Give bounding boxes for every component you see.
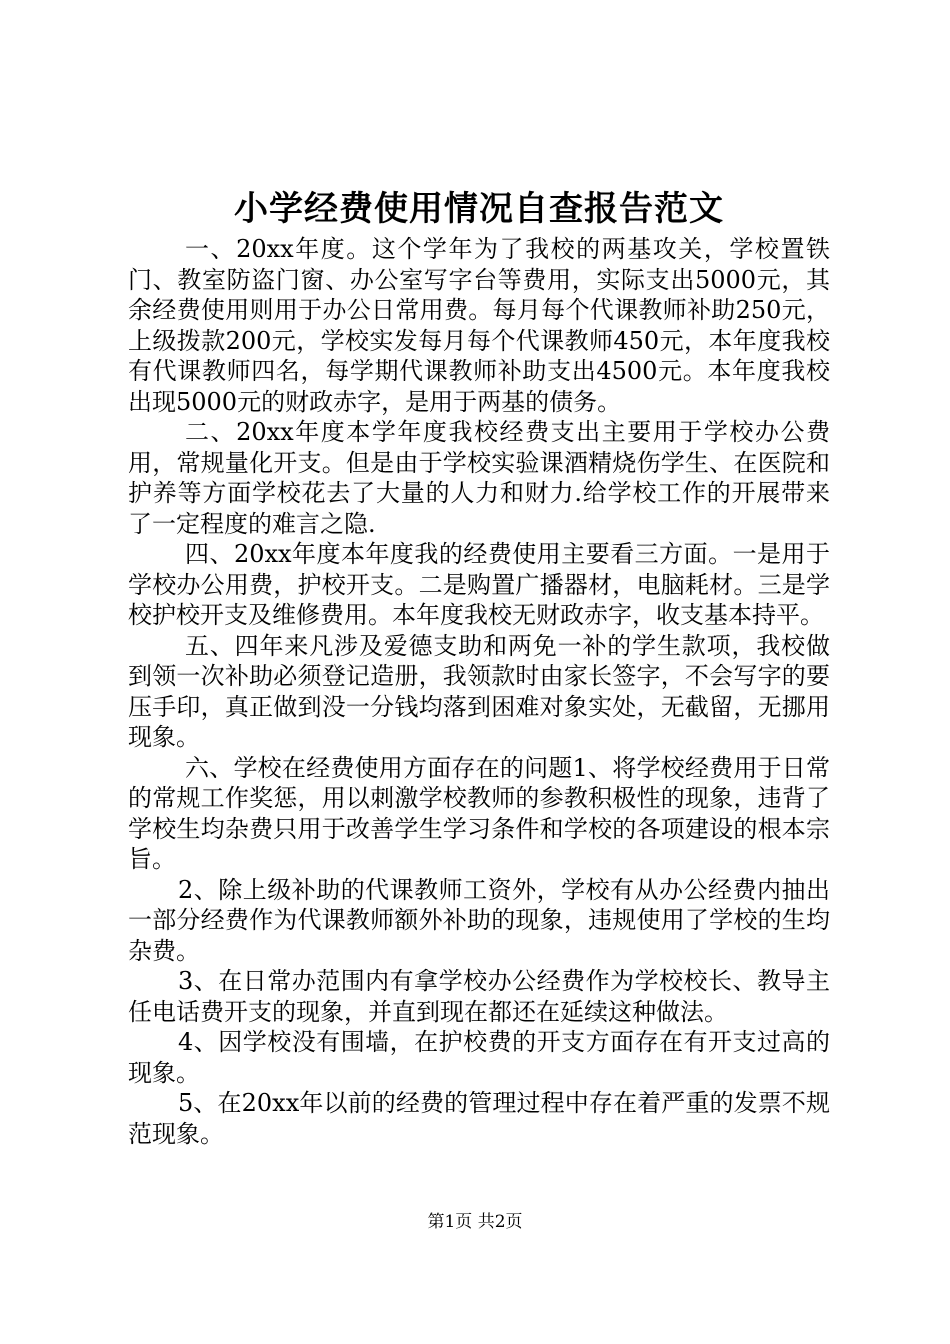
document-title: 小学经费使用情况自查报告范文 [234,189,724,229]
document-body [128,184,830,1149]
paragraph-9: 5、在20xx年以前的经费的管理过程中存在着严重的发票不规范现象。 [128,1089,830,1148]
page-footer: 第1页 共2页 [427,1212,523,1232]
paragraph-6: 2、除上级补助的代课教师工资外，学校有从办公经费内抽出一部分经费作为代课教师额外补助的现象，违规使用了学校的生均杂费。 [128,875,830,965]
paragraph-5: 六、学校在经费使用方面存在的问题1、将学校经费用于日常的常规工作奖惩，用以刺激学校教师的参教积极性的现象，违背了学校生均杂费只用于改善学生学习条件和学校的各项建设的根本宗旨。 [128,753,830,873]
paragraph-2: 二、20xx年度本学年度我校经费支出主要用于学校办公费用，常规量化开支。但是由于学校实验课酒精烧伤学生、在医院和护养等方面学校花去了大量的人力和财力.给学校工作的开展带来了一定程度的难言之隐. [128,418,830,538]
paragraph-7: 3、在日常办范围内有拿学校办公经费作为学校校长、教导主任电话费开支的现象，并直到现在都还在延续这种做法。 [128,967,830,1026]
paragraph-1: 一、20xx年度。这个学年为了我校的两基攻关，学校置铁门、教室防盗门窗、办公室写字台等费用，实际支出5000元，其余经费使用则用于办公日常用费。每月每个代课教师补助250元，上级拨款200元，学校实发每月每个代课教师450元，本年度我校有代课教师四名，每学期代课教师补助支出4500元。本年度我校出现5000元的财政赤字，是用于两基的债务。 [128,235,830,416]
paragraph-3: 四、20xx年度本年度我的经费使用主要看三方面。一是用于学校办公用费，护校开支。二是购置广播器材，电脑耗材。三是学校护校开支及维修费用。本年度我校无财政赤字，收支基本持平。 [128,540,830,629]
paragraph-4: 五、四年来凡涉及爱德支助和两免一补的学生款项，我校做到领一次补助必须登记造册，我领款时由家长签字，不会写字的要压手印，真正做到没一分钱均落到困难对象实处，无截留，无挪用现象。 [128,631,830,751]
paragraph-8: 4、因学校没有围墙，在护校费的开支方面存在有开支过高的现象。 [128,1028,830,1087]
